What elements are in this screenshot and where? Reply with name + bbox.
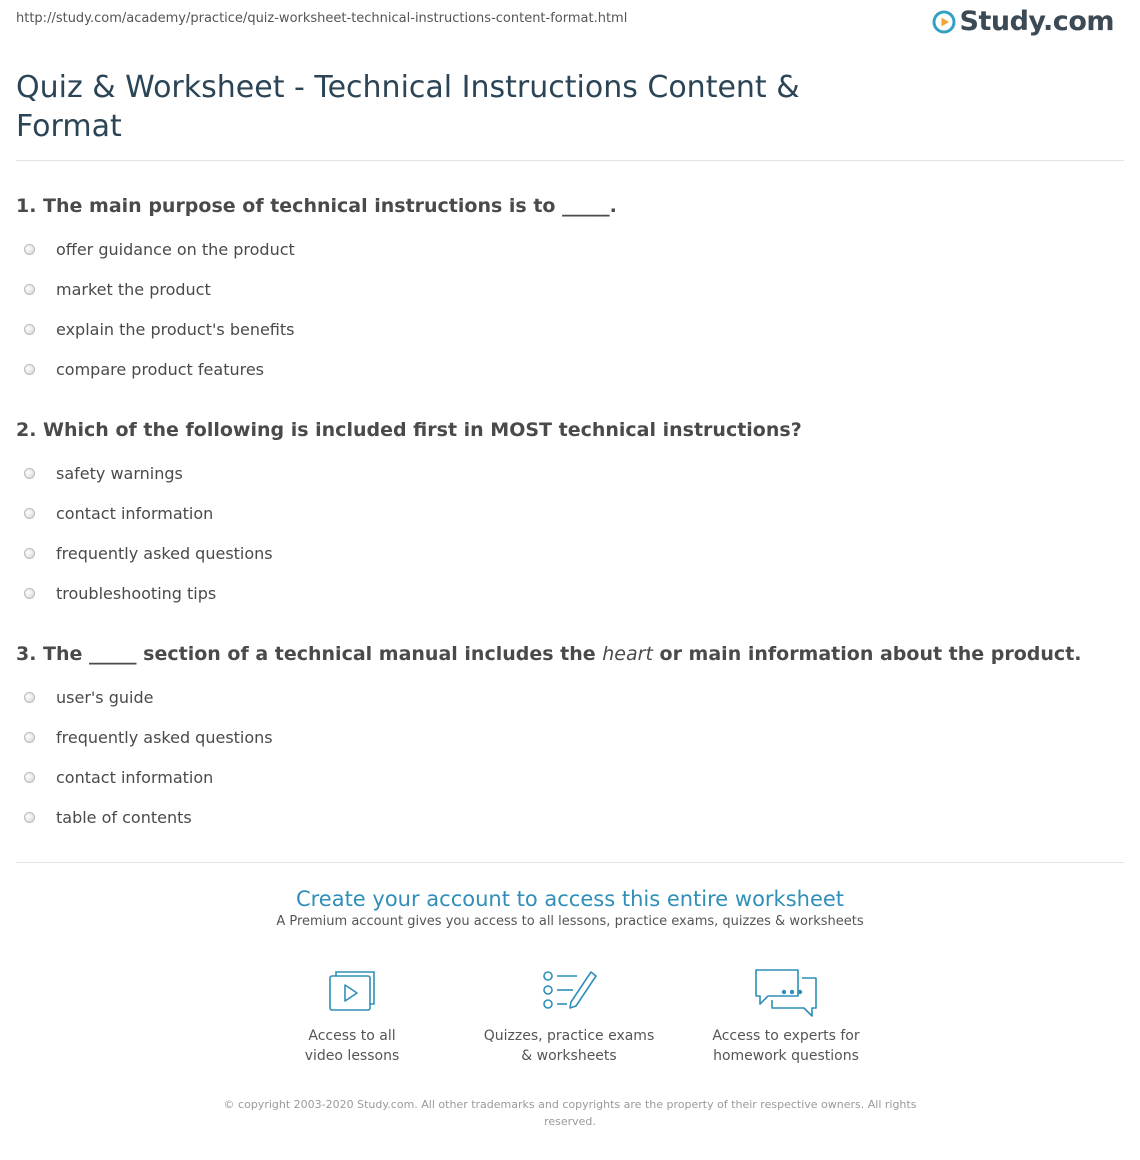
- answer-option[interactable]: [16, 453, 1116, 493]
- answer-option[interactable]: [16, 309, 1116, 349]
- question-text: 1. The main purpose of technical instructions is to _____.: [16, 195, 617, 217]
- page-url[interactable]: http://study.com/academy/practice/quiz-worksheet-technical-instructions-content-format.html: [16, 11, 628, 26]
- copyright-line2: reserved.: [544, 1115, 596, 1128]
- feature-label-line2: video lessons: [304, 1048, 400, 1064]
- question-text-before: 3. The _____ section of a technical manual includes the: [16, 643, 603, 665]
- radio-icon[interactable]: [24, 284, 35, 295]
- radio-icon[interactable]: [24, 772, 35, 783]
- radio-icon[interactable]: [24, 244, 35, 255]
- page-title-line2: Format: [16, 109, 122, 144]
- answer-label: market the product: [56, 279, 211, 299]
- page-title-line1: Quiz & Worksheet - Technical Instructions Content &: [16, 70, 800, 105]
- copyright-notice: [0, 1096, 1140, 1130]
- answer-label: frequently asked questions: [56, 543, 273, 563]
- feature-label-line1: Access to experts for: [712, 1028, 860, 1044]
- feature-label-line1: Access to all: [308, 1028, 396, 1044]
- feature-label: [686, 1026, 886, 1066]
- question-1: [16, 193, 1116, 389]
- radio-icon[interactable]: [24, 812, 35, 823]
- feature-label: [252, 1026, 452, 1066]
- answer-list: [16, 453, 1116, 613]
- answer-option[interactable]: [16, 573, 1116, 613]
- radio-icon[interactable]: [24, 468, 35, 479]
- answer-label: compare product features: [56, 359, 265, 379]
- video-lessons-icon: [326, 968, 378, 1014]
- answer-list: [16, 229, 1116, 389]
- answer-option[interactable]: [16, 269, 1116, 309]
- feature-label-line1: Quizzes, practice exams: [483, 1028, 655, 1044]
- feature-video-lessons: [252, 968, 452, 1066]
- header-divider: [16, 160, 1124, 161]
- feature-experts: [686, 968, 886, 1066]
- answer-label: contact information: [56, 503, 214, 523]
- question-2: [16, 417, 1116, 613]
- radio-icon[interactable]: [24, 588, 35, 599]
- answer-option[interactable]: [16, 349, 1116, 389]
- answer-label: safety warnings: [56, 463, 183, 483]
- question-3: [16, 641, 1116, 837]
- answer-label: contact information: [56, 767, 214, 787]
- copyright-line1: © copyright 2003-2020 Study.com. All other trademarks and copyrights are the property of their respective owners. All rights: [223, 1098, 917, 1111]
- answer-option[interactable]: [16, 533, 1116, 573]
- answer-option[interactable]: [16, 229, 1116, 269]
- answer-option[interactable]: [16, 757, 1116, 797]
- answer-option[interactable]: [16, 677, 1116, 717]
- question-text: [16, 641, 1116, 667]
- answer-label: offer guidance on the product: [56, 239, 295, 259]
- quiz-checklist-icon: [541, 968, 597, 1014]
- question-text: 2. Which of the following is included first in MOST technical instructions?: [16, 419, 802, 441]
- answer-option[interactable]: [16, 797, 1116, 837]
- play-logo-icon: [932, 10, 956, 34]
- cta-title-link[interactable]: Create your account to access this entire worksheet: [295, 887, 845, 911]
- feature-label: [469, 1026, 669, 1066]
- feature-quizzes: [469, 968, 669, 1066]
- answer-option[interactable]: [16, 493, 1116, 533]
- page-title: [16, 68, 836, 146]
- answer-label: table of contents: [56, 807, 192, 827]
- logo-text: Study.com: [959, 6, 1114, 37]
- answer-list: [16, 677, 1116, 837]
- radio-icon[interactable]: [24, 508, 35, 519]
- cta-subtitle: A Premium account gives you access to all lessons, practice exams, quizzes & worksheets: [276, 914, 864, 929]
- radio-icon[interactable]: [24, 692, 35, 703]
- question-text-emphasis: heart: [602, 643, 653, 665]
- radio-icon[interactable]: [24, 324, 35, 335]
- signup-cta: [0, 885, 1140, 931]
- answer-option[interactable]: [16, 717, 1116, 757]
- radio-icon[interactable]: [24, 364, 35, 375]
- answer-label: troubleshooting tips: [56, 583, 217, 603]
- radio-icon[interactable]: [24, 732, 35, 743]
- question-text-after: or main information about the product.: [652, 643, 1082, 665]
- feature-label-line2: & worksheets: [521, 1048, 617, 1064]
- answer-label: explain the product's benefits: [56, 319, 295, 339]
- answer-label: user's guide: [56, 687, 154, 707]
- content-divider: [16, 862, 1124, 863]
- radio-icon[interactable]: [24, 548, 35, 559]
- study-logo[interactable]: [932, 6, 1114, 37]
- answer-label: frequently asked questions: [56, 727, 273, 747]
- feature-label-line2: homework questions: [713, 1048, 859, 1064]
- chat-bubbles-icon: [754, 968, 818, 1018]
